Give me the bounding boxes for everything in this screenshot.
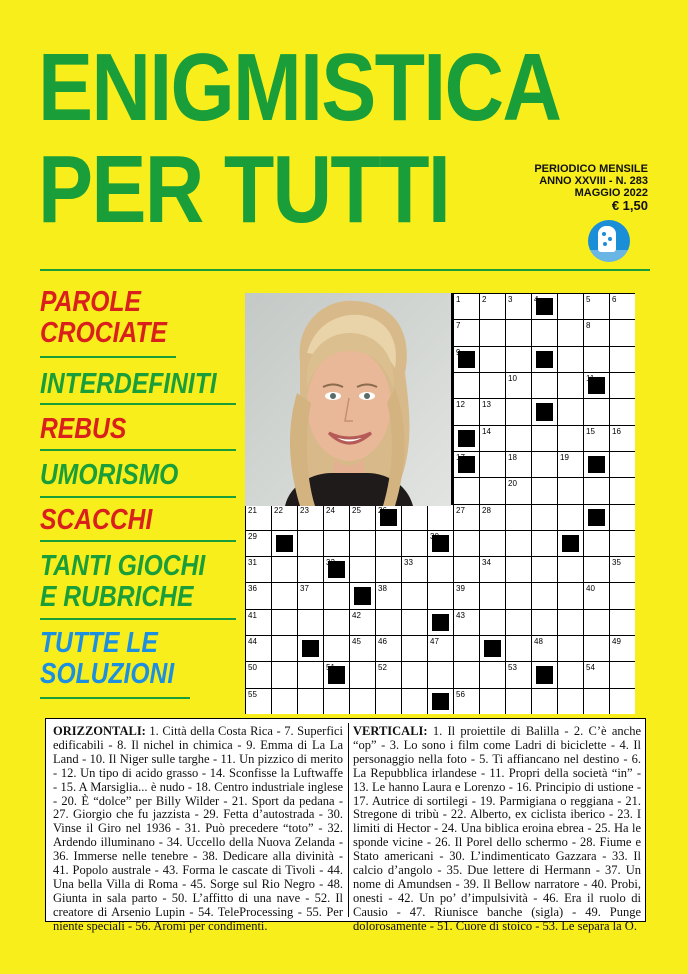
clue-number: 25 [352,505,361,515]
crossword-cell[interactable] [376,531,401,556]
clue-number: 51 [326,663,335,673]
clue-number: 29 [248,531,257,541]
clue-number: 8 [586,321,591,331]
crossword-cell[interactable] [584,399,609,424]
crossword-cell[interactable] [584,583,609,608]
crossword-cell[interactable] [610,636,635,661]
clue-number: 24 [326,505,335,515]
crossword-cell[interactable] [532,505,557,530]
crossword-cell[interactable] [324,583,349,608]
clue-number: 26 [378,505,387,515]
crossword-black-cell [428,610,453,635]
clue-number: 18 [508,452,517,462]
crossword-cell[interactable] [532,557,557,582]
clue-number: 14 [482,426,491,436]
clue-number: 53 [508,663,517,673]
issue-periodicity: PERIODICO MENSILE [534,163,648,175]
crossword-black-cell [532,662,557,687]
clue-number: 41 [248,610,257,620]
clue-number: 33 [404,558,413,568]
menu-giochi-line1: TANTI GIOCHI [40,550,206,582]
crossword-cell[interactable] [506,610,531,635]
menu-underline [40,697,190,699]
menu-underline [40,356,176,358]
across-clues [53,725,343,934]
crossword-cell[interactable] [480,583,505,608]
clue-number: 17 [456,452,465,462]
crossword-black-cell [428,689,453,714]
clue-number: 47 [430,637,439,647]
crossword-cell[interactable] [480,531,505,556]
crossword-cell[interactable] [610,583,635,608]
menu-giochi-line2: E RUBRICHE [40,581,194,613]
crossword-cell[interactable] [272,689,297,714]
crossword-cell[interactable] [506,662,531,687]
crossword-cell[interactable] [428,583,453,608]
clue-number: 50 [248,663,257,673]
clue-number: 44 [248,637,257,647]
crossword-black-cell [454,347,479,372]
crossword-cell[interactable] [532,689,557,714]
crossword-cell[interactable] [454,478,479,503]
crossword-cell[interactable] [506,531,531,556]
crossword-black-cell [584,505,609,530]
crossword-cell[interactable] [298,610,323,635]
crossword-cell[interactable] [558,583,583,608]
crossword-cell[interactable] [584,320,609,345]
crossword-cell[interactable] [350,505,375,530]
crossword-cell[interactable] [532,610,557,635]
clue-number: 42 [352,610,361,620]
crossword-cell[interactable] [506,347,531,372]
crossword-cell[interactable] [376,583,401,608]
clue-number: 4 [534,295,539,304]
crossword-cell[interactable] [376,662,401,687]
menu-underline [40,403,236,405]
crossword-cell[interactable] [454,373,479,398]
clue-number: 15 [586,426,595,436]
crossword-cell[interactable] [610,426,635,451]
clue-number: 27 [456,505,465,515]
menu-interdefiniti: INTERDEFINITI [40,368,217,400]
crossword-cell[interactable] [584,347,609,372]
publisher-logo-icon [588,220,630,262]
clue-number: 12 [456,400,465,410]
crossword-cell[interactable] [454,689,479,714]
clue-number: 13 [482,400,491,410]
crossword-cell[interactable] [324,531,349,556]
crossword-cell[interactable] [298,557,323,582]
crossword-cell[interactable] [558,505,583,530]
crossword-cell[interactable] [428,636,453,661]
crossword-cell[interactable] [532,636,557,661]
crossword-cell[interactable] [324,610,349,635]
crossword-cell[interactable] [402,610,427,635]
clue-number: 7 [456,321,461,331]
clue-number: 11 [586,373,595,383]
crossword-cell[interactable] [558,347,583,372]
menu-underline [40,449,236,451]
crossword-black-cell [428,531,453,556]
clue-number: 21 [248,505,257,515]
crossword-cell[interactable] [558,478,583,503]
crossword-cell[interactable] [584,557,609,582]
crossword-cell[interactable] [246,610,271,635]
crossword-cell[interactable] [558,426,583,451]
clue-number: 31 [248,558,257,568]
crossword-cell[interactable] [402,505,427,530]
clue-number: 2 [482,295,487,304]
crossword-cell[interactable] [402,662,427,687]
crossword-cell[interactable] [402,636,427,661]
menu-scacchi: SCACCHI [40,504,153,536]
crossword-cell[interactable] [480,478,505,503]
crossword-cell[interactable] [454,610,479,635]
crossword-cell[interactable] [480,399,505,424]
crossword-cell[interactable] [506,373,531,398]
crossword-cell[interactable] [246,662,271,687]
crossword-cell[interactable] [454,557,479,582]
crossword-cell[interactable] [454,320,479,345]
menu-parole-line1: PAROLE [40,286,141,318]
crossword-cell[interactable] [558,320,583,345]
crossword-cell[interactable] [506,478,531,503]
crossword-black-cell [558,531,583,556]
crossword-cell[interactable] [558,662,583,687]
crossword-cell[interactable] [272,610,297,635]
crossword-cell[interactable] [454,583,479,608]
crossword-cell[interactable] [246,531,271,556]
crossword-cell[interactable] [454,636,479,661]
clue-number: 36 [248,584,257,594]
crossword-cell[interactable] [350,662,375,687]
clue-number: 32 [326,558,335,568]
clue-number: 35 [612,558,621,568]
crossword-cell[interactable] [506,452,531,477]
crossword-cell[interactable] [584,426,609,451]
crossword-black-cell [272,531,297,556]
crossword-cell[interactable] [350,557,375,582]
crossword-cell[interactable] [246,636,271,661]
crossword-cell[interactable] [246,557,271,582]
down-clues [353,725,641,934]
magazine-title-line2: PER TUTTI [38,136,450,243]
menu-underline [40,618,236,620]
crossword-cell[interactable] [506,505,531,530]
crossword-cell[interactable] [402,557,427,582]
crossword-cell[interactable] [584,689,609,714]
crossword-cell[interactable] [454,662,479,687]
crossword-cell[interactable] [506,583,531,608]
crossword-cell[interactable] [480,557,505,582]
crossword-cell[interactable] [506,320,531,345]
clue-number: 46 [378,637,387,647]
crossword-cell[interactable] [558,610,583,635]
crossword-cell[interactable] [610,689,635,714]
crossword-cell[interactable] [558,557,583,582]
issue-info [528,163,648,213]
crossword-cell[interactable] [584,610,609,635]
clue-number: 38 [378,584,387,594]
clue-number: 52 [378,663,387,673]
crossword-cell[interactable] [480,347,505,372]
crossword-cell[interactable] [246,689,271,714]
clues-box [45,718,646,933]
crossword-cell[interactable] [454,505,479,530]
crossword-cell[interactable] [532,531,557,556]
crossword-black-cell [584,373,609,398]
crossword-cell[interactable] [428,557,453,582]
down-label: VERTICALI: [353,724,428,738]
crossword-cell[interactable] [376,636,401,661]
clue-number: 34 [482,558,491,568]
crossword-cell[interactable] [350,689,375,714]
woman-portrait-photo [245,293,451,506]
crossword-cell[interactable] [454,294,479,319]
menu-soluzioni-line1: TUTTE LE [40,627,158,659]
issue-number: ANNO XXVIII - N. 283 [539,175,648,187]
crossword-black-cell [584,452,609,477]
crossword-cell[interactable] [376,689,401,714]
crossword-cell[interactable] [298,662,323,687]
crossword-black-cell [376,505,401,530]
crossword-cell[interactable] [506,399,531,424]
crossword-cell[interactable] [480,373,505,398]
clue-number: 30 [430,531,439,541]
across-text: 1. Città della Costa Rica - 7. Superfici edificabili - 8. Il nichel in chimica - 9. Emma di La La Land - 10. Il Niger sulle targhe - 11. Un pizzico di merito - 12. Un tipo di acido grasso - 14. Sconfisse la Luftwaffe - 15. A Marsiglia... è nudo - 18. Centro industriale inglese - 20. È “dolce” per Billy Wilder - 21. Sport da pedana - 27. Giorgio che fu jazzista - 29. Fetta d’autostrada - 30. Vinse il Giro nel 1936 - 31. Può precedere “toto” - 32. Ardendo illuminano - 34. Uccello della Nuova Zelanda - 36. Immerse nelle tenebre - 38. Dedicare alla divinità - 41. Popolo australe - 43. Forma le cascate di Tivoli - 44. Una bella Villa di Roma - 45. Sorge sul Rio Negro - 48. Giunta in sala parto - 50. L’affitto di una nave - 52. Il creatore di Arsenio Lupin - 54. TeleProcessing - 55. Per niente speciali - 56. Aromi per condimenti. [53,724,343,933]
crossword-cell[interactable] [558,636,583,661]
crossword-cell[interactable] [480,505,505,530]
crossword-cell[interactable] [558,452,583,477]
crossword-cell[interactable] [532,452,557,477]
menu-umorismo: UMORISMO [40,459,179,491]
clue-number: 48 [534,637,543,647]
crossword-cell[interactable] [584,478,609,503]
crossword-cell[interactable] [402,689,427,714]
crossword-cell[interactable] [480,426,505,451]
crossword-cell[interactable] [532,583,557,608]
crossword-cell[interactable] [532,373,557,398]
crossword-cell[interactable] [246,583,271,608]
crossword-black-cell [532,399,557,424]
issue-price: € 1,50 [611,198,648,213]
crossword-cell[interactable] [298,583,323,608]
clue-number: 9 [456,347,461,357]
clues-divider [348,723,349,917]
crossword-cell[interactable] [558,399,583,424]
crossword-cell[interactable] [350,531,375,556]
crossword-cell[interactable] [324,505,349,530]
crossword-cell[interactable] [506,557,531,582]
clue-number: 22 [274,505,283,515]
crossword-cell[interactable] [532,320,557,345]
menu-underline [40,540,236,542]
crossword-cell[interactable] [584,636,609,661]
crossword-black-cell [532,294,557,319]
crossword-cell[interactable] [532,478,557,503]
crossword-cell[interactable] [272,636,297,661]
menu-soluzioni-line2: SOLUZIONI [40,658,175,690]
clue-number: 39 [456,584,465,594]
crossword-cell[interactable] [506,689,531,714]
clue-number: 55 [248,689,257,699]
crossword-cell[interactable] [350,610,375,635]
magazine-title-line1: ENIGMISTICA [38,34,561,141]
crossword-cell[interactable] [402,583,427,608]
crossword-cell[interactable] [376,557,401,582]
crossword-black-cell [454,452,479,477]
crossword-cell[interactable] [610,478,635,503]
clue-number: 10 [508,373,517,383]
clue-number: 49 [612,637,621,647]
crossword-cell[interactable] [610,320,635,345]
clue-number: 5 [586,295,591,304]
crossword-cell[interactable] [246,505,271,530]
menu-rebus: REBUS [40,413,127,445]
crossword-cell[interactable] [480,610,505,635]
crossword-cell[interactable] [454,531,479,556]
clue-number: 45 [352,637,361,647]
crossword-cell[interactable] [454,399,479,424]
crossword-cell[interactable] [324,636,349,661]
crossword-cell[interactable] [272,583,297,608]
crossword-cell[interactable] [584,662,609,687]
crossword-cell[interactable] [610,505,635,530]
crossword-black-cell [298,636,323,661]
crossword-black-cell [532,347,557,372]
clue-number: 43 [456,610,465,620]
crossword-cell[interactable] [610,662,635,687]
crossword-cell[interactable] [298,689,323,714]
crossword-black-cell [324,557,349,582]
crossword-cell[interactable] [350,636,375,661]
crossword-cell[interactable] [428,662,453,687]
crossword-cell[interactable] [584,531,609,556]
crossword-cell[interactable] [558,294,583,319]
clue-number: 56 [456,689,465,699]
crossword-cell[interactable] [324,689,349,714]
menu-parole-line2: CROCIATE [40,317,167,349]
crossword-cell[interactable] [610,373,635,398]
crossword-cell[interactable] [610,347,635,372]
crossword-cell[interactable] [376,610,401,635]
clue-number: 20 [508,479,517,489]
crossword-cell[interactable] [532,426,557,451]
crossword-cell[interactable] [506,294,531,319]
header-divider [40,269,650,271]
crossword-cell[interactable] [272,662,297,687]
crossword-cell[interactable] [480,689,505,714]
crossword-cell[interactable] [610,531,635,556]
clue-number: 16 [612,426,621,436]
crossword-black-cell [324,662,349,687]
crossword-cell[interactable] [272,557,297,582]
clue-number: 6 [612,295,617,304]
clue-number: 40 [586,584,595,594]
clue-number: 3 [508,295,513,304]
crossword-cell[interactable] [506,426,531,451]
clue-number: 1 [456,295,461,304]
crossword-cell[interactable] [480,320,505,345]
crossword-cell[interactable] [428,505,453,530]
issue-date: MAGGIO 2022 [574,187,648,199]
crossword-cell[interactable] [480,662,505,687]
crossword-cell[interactable] [610,399,635,424]
crossword-black-cell [480,636,505,661]
crossword-cell[interactable] [272,505,297,530]
menu-underline [40,496,236,498]
clue-number: 54 [586,663,595,673]
crossword-cell[interactable] [558,373,583,398]
crossword-cell[interactable] [610,294,635,319]
clue-number: 19 [560,452,569,462]
crossword-cell[interactable] [610,452,635,477]
crossword-cell[interactable] [402,531,427,556]
crossword-cell[interactable] [506,636,531,661]
crossword-black-cell [350,583,375,608]
crossword-cell[interactable] [584,294,609,319]
crossword-cell[interactable] [298,531,323,556]
clue-number: 23 [300,505,309,515]
crossword-cell[interactable] [480,452,505,477]
crossword-cell[interactable] [480,294,505,319]
clue-number: 37 [300,584,309,594]
crossword-cell[interactable] [558,689,583,714]
clue-number: 28 [482,505,491,515]
crossword-cell[interactable] [298,505,323,530]
crossword-cell[interactable] [610,557,635,582]
crossword-cell[interactable] [610,610,635,635]
crossword-black-cell [454,426,479,451]
across-label: ORIZZONTALI: [53,724,146,738]
down-text: 1. Il proiettile di Balilla - 2. C’è anche “op” - 3. Lo sono i film come Ladri di biciclette - 4. Il personaggio nella foto - 5. Ti affiancano nel destino - 6. La Repubblica irlandese - 11. Propri della società “in” - 13. Le hanno Laura e Lorenzo - 16. Principio di ustione - 17. Autrice di sortilegi - 19. Parmigiana o reggiana - 21. Stregone di tribù - 22. Alberto, ex ciclista iberico - 23. I limiti di Hector - 24. Una biblica eroina ebrea - 25. Ha le sponde vicine - 26. Il Porel dello schermo - 28. Fiume e Stato americani - 30. L’indimenticato Gazzara - 33. Il calcio d’angolo - 35. Due lettere di Hermann - 37. Un nome di Amundsen - 39. Il Bellow narratore - 40. Probi, onesti - 42. Un po’ d’impulsività - 46. Era il ruolo di Causio - 47. Riunisce banche (sigla) - 49. Punge dolorosamente - 51. Cuore di stoico - 53. Le separa la O. [353,724,641,933]
